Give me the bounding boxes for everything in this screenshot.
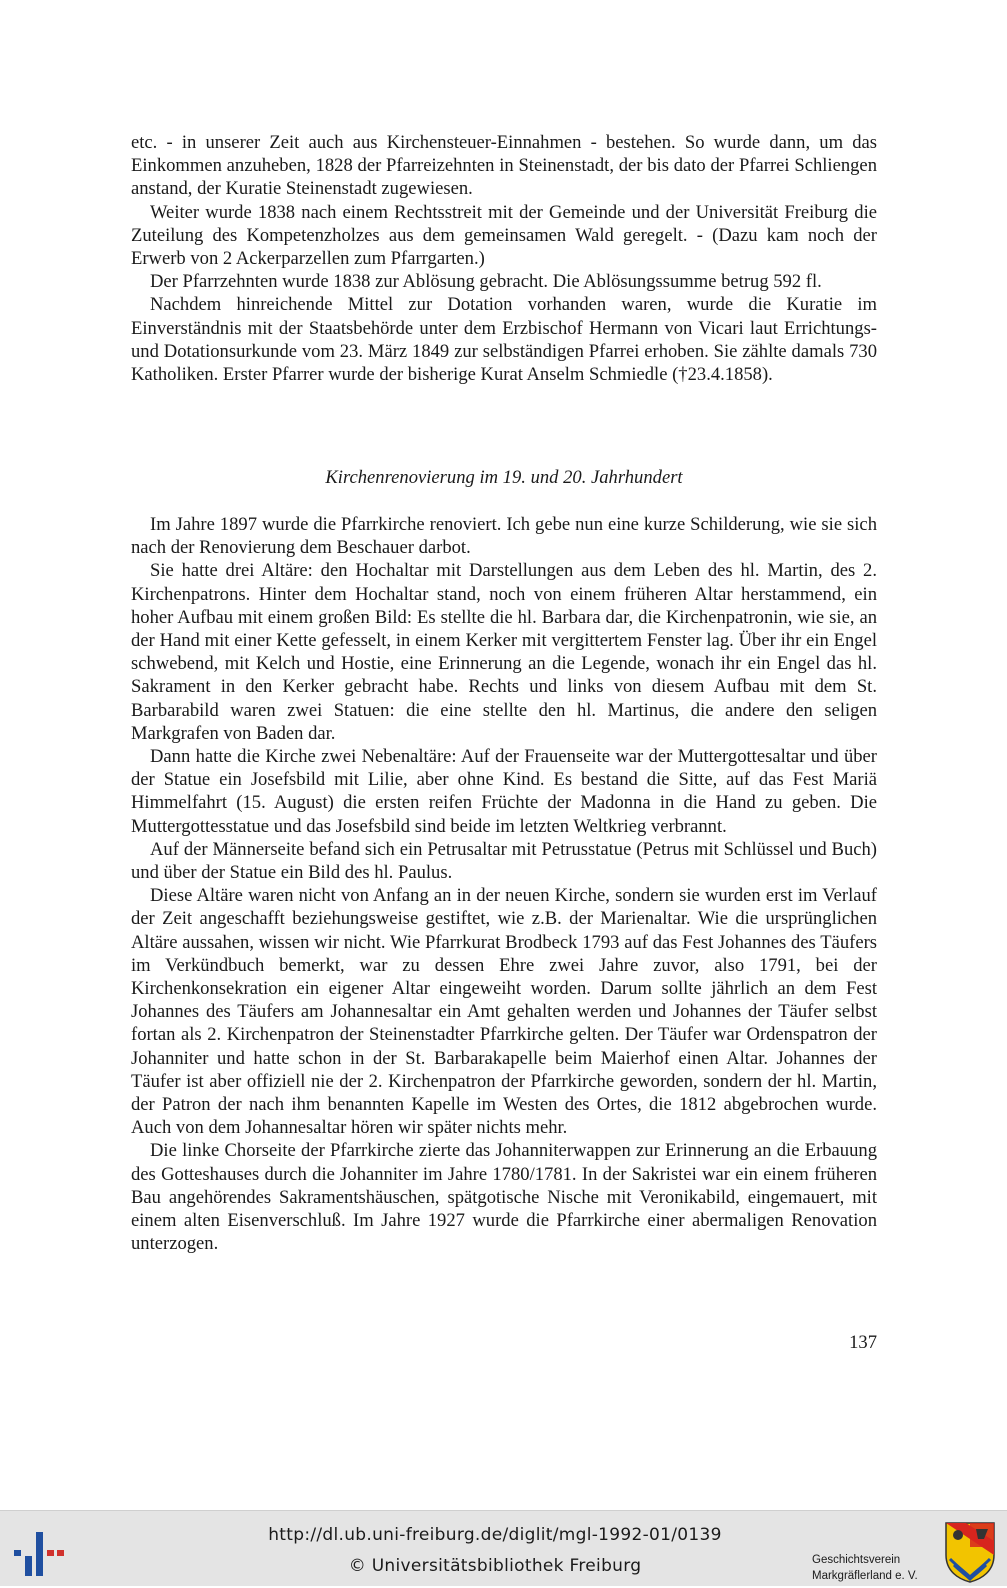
footer-copyright: © Universitätsbibliothek Freiburg: [348, 1556, 642, 1576]
paragraph: Weiter wurde 1838 nach einem Rechtsstreit mit der Gemeinde und der Universität Freiburg die Zuteilung des Kompetenzholzes aus dem gemeinsamen Wald geregelt. - (Dazu kam noch der Erwerb von 2 Ackerparzellen zum Pfarrgarten.): [131, 201, 877, 270]
society-name-line2: Markgräflerland e. V.: [812, 1570, 918, 1582]
paragraph: Dann hatte die Kirche zwei Nebenaltäre: Auf der Frauenseite war der Muttergottesaltar und über der Statue ein Josefsbild mit Lilie, aber ohne Kind. Es bestand die Sitte, auf das Fest Mariä Himmelfahrt (15. August) die ersten reifen Früchte der Madonna in die Hand zu geben. Die Muttergottesstatue und das Josefsbild sind beide im letzten Weltkrieg verbrannt.: [131, 746, 877, 837]
footer-url-link[interactable]: http://dl.ub.uni-freiburg.de/diglit/mgl-1992-01/0139: [268, 1525, 722, 1545]
paragraph: Der Pfarrzehnten wurde 1838 zur Ablösung gebracht. Die Ablösungssumme betrug 592 fl.: [150, 271, 822, 293]
paragraph: Auf der Männerseite befand sich ein Petrusaltar mit Petrusstatue (Petrus mit Schlüssel und Buch) und über der Statue ein Bild des hl. Paulus.: [131, 838, 877, 884]
text-block-top: [131, 131, 877, 386]
paragraph: Die linke Chorseite der Pfarrkirche zierte das Johanniterwappen zur Erinnerung an die Erbauung des Gotteshauses durch die Johanniter im Jahre 1780/1781. In der Sakristei war ein einem früheren Bau angehörendes Sakramentshäuschen, spätgotische Nische mit Veronikabild, eingemauert, mit einem alten Eisenverschluß. Im Jahre 1927 wurde die Pfarrkirche einer abermaligen Renovation unterzogen.: [131, 1140, 877, 1255]
text-block-main: [131, 513, 877, 1256]
page-number: 137: [849, 1332, 877, 1353]
paragraph: Nachdem hinreichende Mittel zur Dotation vorhanden waren, wurde die Kuratie im Einverständnis mit der Staatsbehörde unter dem Erzbischof Hermann von Vicari laut Errichtungs- und Dotationsurkunde vom 23. März 1849 zur selbständigen Pfarrei erhoben. Sie zählte damals 730 Katholiken. Erster Pfarrer wurde der bisherige Kurat Anselm Schmiedle (†23.4.1858).: [131, 294, 877, 386]
section-heading: Kirchenrenovierung im 19. und 20. Jahrhundert: [325, 467, 683, 488]
paragraph: etc. - in unserer Zeit auch aus Kirchensteuer-Einnahmen - bestehen. So wurde dann, um das Einkommen anzuheben, 1828 der Pfarreizehnten in Steinenstadt, der bis dato der Pfarrei Schliengen anstand, der Kuratie Steinenstadt zugewiesen.: [131, 132, 877, 200]
coat-of-arms-icon: [944, 1521, 996, 1583]
society-name-line1: Geschichtsverein: [812, 1554, 901, 1566]
paragraph: Diese Altäre waren nicht von Anfang an in der neuen Kirche, sondern sie wurden erst im Verlauf der Zeit angeschafft beziehungsweise gestiftet, wie z.B. der Marienaltar. Wie die ursprünglichen Altäre aussahen, wissen wir nicht. Wie Pfarrkurat Brodbeck 1793 auf das Fest Johannes des Täufers im Verkündbuch bemerkt, war zu dessen Ehre zwei Jahre zuvor, also 1791, bei der Kirchenkonsekration ein eigener Altar eingeweiht worden. Darum sollte jährlich an dem Fest Johannes des Täufers am Johannesaltar ein Amt gehalten werden und Johannes der Täufer selbst fortan als 2. Kirchenpatron der Steinenstadter Pfarrkirche gelten. Der Täufer war Ordenspatron der Johanniter und hatte schon in der St. Barbarakapelle beim Maierhof einen Altar. Johannes der Täufer ist aber offiziell nie der 2. Kirchenpatron der Pfarrkirche geworden, sondern der hl. Martin, der Patron der nach ihm benannten Kapelle im Westen des Ortes, die 1812 abgebrochen wurde. Auch von dem Johannesaltar hören wir später nichts mehr.: [131, 885, 877, 1139]
ub-freiburg-logo-icon: [14, 1532, 64, 1576]
footer-bar: [0, 1510, 1007, 1586]
paragraph: Im Jahre 1897 wurde die Pfarrkirche renoviert. Ich gebe nun eine kurze Schilderung, wie sie sich nach der Renovierung dem Beschauer darbot.: [131, 514, 877, 559]
paragraph: Sie hatte drei Altäre: den Hochaltar mit Darstellungen aus dem Leben des hl. Martin, des 2. Kirchenpatrons. Hinter dem Hochaltar stand, noch von einem früheren Altar herstammend, ein hoher Aufbau mit einem großen Bild: Es stellte die hl. Barbara dar, die Kirchenpatronin, wie sie, an der Hand mit einer Kette gefesselt, in einem Kerker mit vergittertem Fenster lag. Über ihr ein Engel schwebend, mit Kelch und Hostie, eine Erinnerung an die Legende, wonach ihr ein Engel das hl. Sakrament in den Kerker gebracht habe. Rechts und links von diesem Aufbau mit dem St. Barbarabild waren zwei Statuen: die eine stellte den hl. Martinus, die andere den seligen Markgrafen von Baden dar.: [131, 560, 877, 744]
